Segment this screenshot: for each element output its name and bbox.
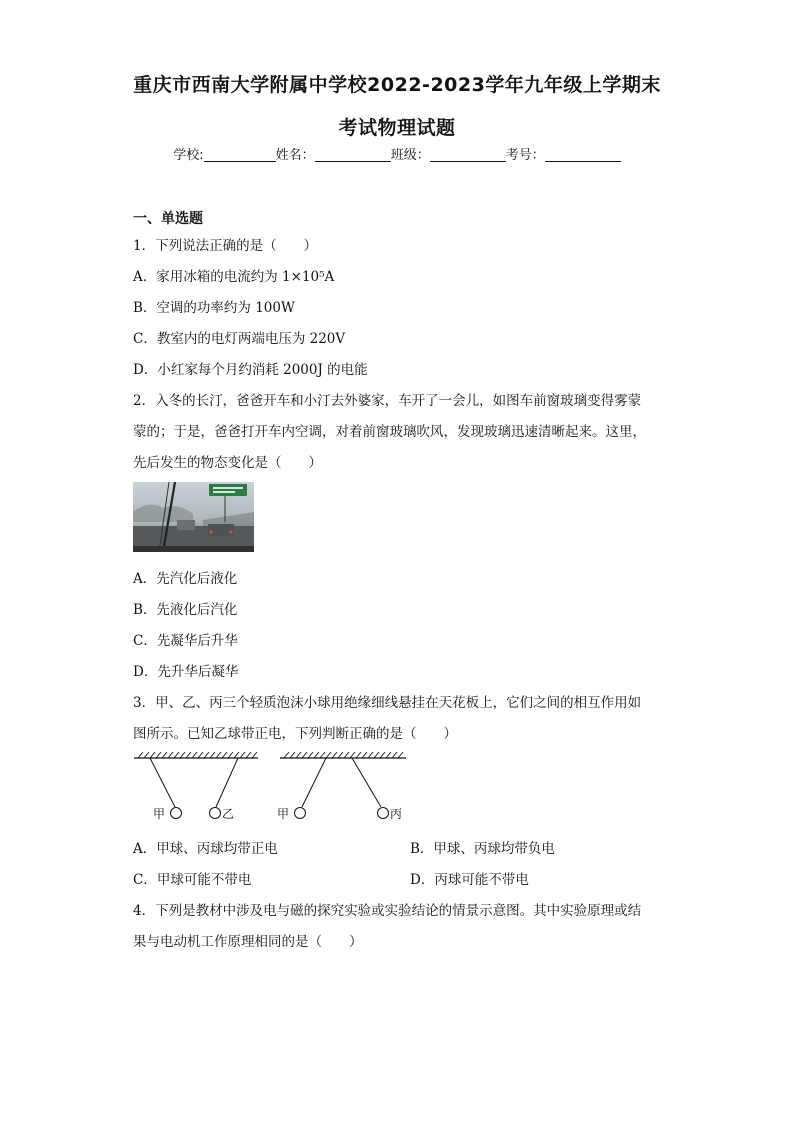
student-info-row (0, 144, 794, 163)
name-blank (315, 147, 391, 162)
question-3-option-b: B．甲球、丙球均带负电 (410, 841, 555, 857)
section-heading: 一、单选题 (133, 211, 203, 227)
question-1-option-b: B．空调的功率约为 100W (133, 300, 295, 316)
question-2-option-b: B．先液化后汽化 (133, 602, 238, 618)
question-3-option-c: C．甲球可能不带电 (133, 872, 252, 888)
question-2-option-a: A．先汽化后液化 (133, 571, 238, 587)
question-3-option-d: D．丙球可能不带电 (410, 872, 529, 888)
ball-label-jia-2: 甲 (277, 807, 290, 821)
page-title-line1: 重庆市西南大学附属中学校2022-2023学年九年级上学期末 (133, 74, 661, 96)
question-2-stem-line3: 先后发生的物态变化是（ ） (133, 455, 322, 471)
exam-number-label: 考号： (505, 148, 545, 163)
exam-number-blank (545, 147, 621, 162)
question-1-option-d: D．小红家每个月约消耗 2000J 的电能 (133, 362, 368, 378)
question-2-option-d: D．先升华后凝华 (133, 664, 239, 680)
school-label: 学校: (173, 148, 204, 163)
question-2-stem-line2: 蒙的；于是，爸爸打开车内空调，对着前窗玻璃吹风，发现玻璃迅速清晰起来。这里， (133, 424, 646, 440)
question-2-stem-line1: 2．入冬的长汀，爸爸开车和小汀去外婆家，车开了一会儿，如图车前窗玻璃变得雾蒙 (133, 393, 642, 409)
question-1-option-a: A．家用冰箱的电流约为 1×10⁵A (133, 269, 335, 285)
ball-label-bing: 丙 (390, 807, 403, 821)
question-1-stem: 1．下列说法正确的是（ ） (133, 238, 318, 254)
question-1-option-c: C．教室内的电灯两端电压为 220V (133, 331, 346, 347)
foggy-windshield-photo (133, 482, 254, 552)
question-4-stem-line1: 4．下列是教材中涉及电与磁的探究实验或实验结论的情景示意图。其中实验原理或结 (133, 903, 642, 919)
school-blank (204, 147, 276, 162)
name-label: 姓名： (275, 148, 315, 163)
ball-label-jia-1: 甲 (153, 807, 166, 821)
question-3-stem-line1: 3．甲、乙、丙三个轻质泡沫小球用绝缘细线悬挂在天花板上，它们之间的相互作用如 (133, 695, 642, 711)
question-3-stem-line2: 图所示。已知乙球带正电，下列判断正确的是（ ） (133, 726, 457, 742)
question-3-option-a: A．甲球、丙球均带正电 (133, 841, 278, 857)
class-blank (430, 147, 506, 162)
question-2-option-c: C．先凝华后升华 (133, 633, 238, 649)
ball-label-yi: 乙 (222, 807, 235, 821)
hanging-balls-diagram (130, 750, 420, 830)
class-label: 班级： (390, 148, 430, 163)
page-title-line2: 考试物理试题 (338, 117, 456, 139)
question-4-stem-line2: 果与电动机工作原理相同的是（ ） (133, 934, 363, 950)
